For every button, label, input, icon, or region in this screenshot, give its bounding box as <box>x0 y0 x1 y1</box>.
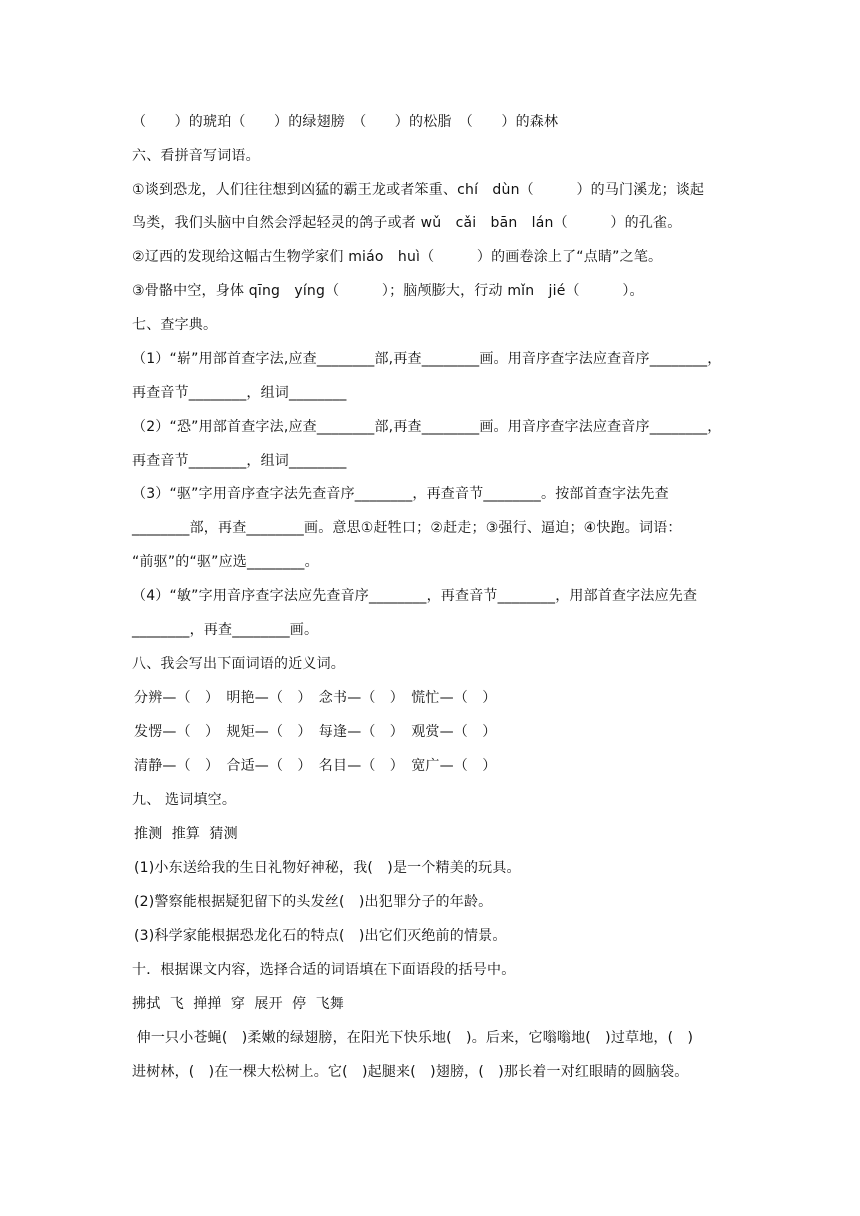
dictionary-item-1-line-1: （1）“崭”用部首查字法,应查________部,再查________画。用音序查字法应查音序________， <box>132 351 722 367</box>
section-7-heading: 七、查字典。 <box>132 317 218 333</box>
paragraph-line-2: 进树林，( )在一棵大松树上。它( )起腿来( )翅膀，( )那长着一对红眼睛的圆脑袋。 <box>132 1064 689 1080</box>
synonym-row-2: 发愣—（ ） 规矩—（ ） 每逢—（ ） 观赏—（ ） <box>134 724 497 740</box>
dictionary-item-2-line-1: （2）“恐”用部首查字法,应查________部,再查________画。用音序查字法应查音序________， <box>132 419 722 435</box>
synonym-row-3: 清静—（ ） 合适—（ ） 名目—（ ） 宽广—（ ） <box>134 758 497 774</box>
dictionary-item-3-line-1: （3）“驱”字用音序查字法先查音序________，再查音节________。按部首查字法先查 <box>132 486 669 502</box>
pinyin-item-3: ③骨骼中空，身体 qīng yíng（ ）；脑颅膨大，行动 mǐn jié（ ）。 <box>132 283 644 299</box>
pinyin-item-1-line-2: 鸟类，我们头脑中自然会浮起轻灵的鸽子或者 wǔ cǎi bān lán（ ）的孔雀。 <box>132 215 682 231</box>
word-choices-10: 拂拭 飞 掸掸 穿 展开 停 飞舞 <box>132 996 345 1012</box>
pinyin-item-1-line-1: ①谈到恐龙，人们往往想到凶猛的霸王龙或者笨重、chí dùn（ ）的马门溪龙；谈起 <box>132 182 705 198</box>
pinyin-item-2: ②辽西的发现给这幅古生物学家们 miáo huì（ ）的画卷涂上了“点睛”之笔。 <box>132 249 663 265</box>
section-8-heading: 八、我会写出下面词语的近义词。 <box>132 656 345 672</box>
dictionary-item-4-line-1: （4）“敏”字用音序查字法应先查音序________，再查音节________，用部首查字法应先查 <box>132 588 698 604</box>
section-10-heading: 十．根据课文内容，选择合适的词语填在下面语段的括号中。 <box>132 962 516 978</box>
fill-blank-row-amber: （ ）的琥珀（ ）的绿翅膀 （ ）的松脂 （ ）的森林 <box>132 114 559 130</box>
section-9-heading: 九、 选词填空。 <box>132 792 237 808</box>
word-choices-9: 推测 推算 猜测 <box>134 826 238 842</box>
paragraph-line-1: 伸一只小苍蝇( )柔嫩的绿翅膀，在阳光下快乐地( )。后来，它嗡嗡地( )过草地，( ) <box>132 1030 694 1046</box>
dictionary-item-2-line-2: 再查音节________，组词________ <box>132 453 347 469</box>
dictionary-item-3-line-3: “前驱”的“驱”应选________。 <box>132 554 319 570</box>
fill-word-item-3: (3)科学家能根据恐龙化石的特点( )出它们灭绝前的情景。 <box>134 928 507 944</box>
synonym-row-1: 分辨—（ ） 明艳—（ ） 念书—（ ） 慌忙—（ ） <box>134 690 497 706</box>
dictionary-item-3-line-2: ________部，再查________画。意思①赶牲口；②赶走；③强行、逼迫；④快跑。词语： <box>132 520 682 536</box>
section-6-heading: 六、看拼音写词语。 <box>132 148 260 164</box>
dictionary-item-1-line-2: 再查音节________，组词________ <box>132 385 347 401</box>
fill-word-item-1: (1)小东送给我的生日礼物好神秘，我( )是一个精美的玩具。 <box>134 860 521 876</box>
fill-word-item-2: (2)警察能根据疑犯留下的头发丝( )出犯罪分子的年龄。 <box>134 894 493 910</box>
dictionary-item-4-line-2: ________，再查________画。 <box>132 622 319 638</box>
